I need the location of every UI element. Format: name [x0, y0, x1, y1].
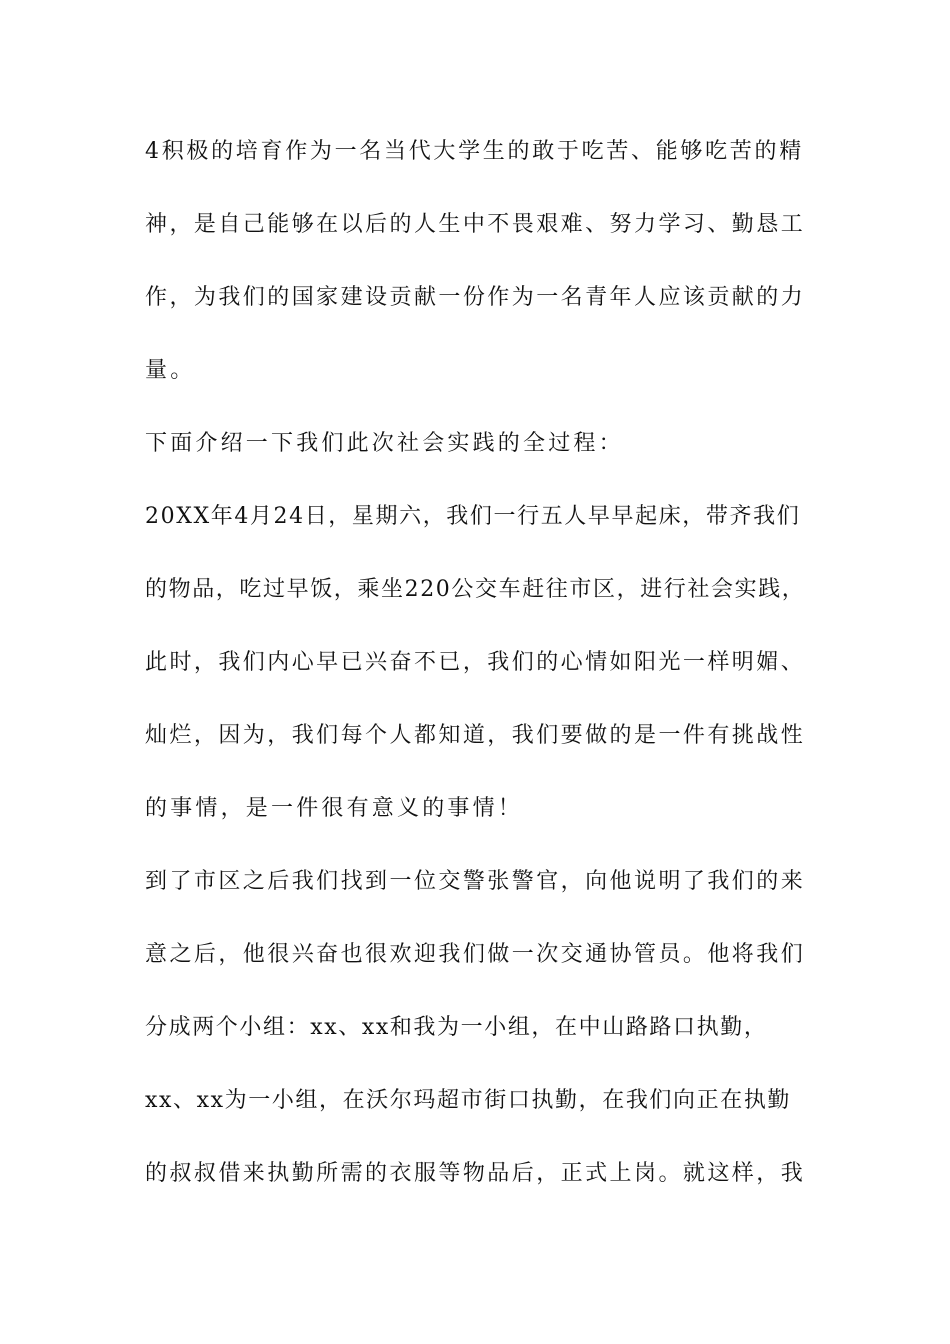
- text-line-7: 的物品，吃过早饭，乘坐220公交车赶往市区，进行社会实践，: [145, 577, 806, 602]
- text-line-8: 此时，我们内心早已兴奋不已，我们的心情如阳光一样明媚、: [145, 650, 806, 675]
- text-line-11: 到了市区之后我们找到一位交警张警官，向他说明了我们的来: [145, 869, 806, 894]
- text-line-2: 神，是自己能够在以后的人生中不畏艰难、努力学习、勤恳工: [145, 212, 806, 237]
- text-line-1: 4积极的培育作为一名当代大学生的敢于吃苦、能够吃苦的精: [145, 139, 804, 164]
- text-line-15: 的叔叔借来执勤所需的衣服等物品后，正式上岗。就这样，我: [145, 1161, 806, 1186]
- text-line-5: 下面介绍一下我们此次社会实践的全过程：: [145, 431, 624, 456]
- text-line-14: xx、xx为一小组，在沃尔玛超市街口执勤，在我们向正在执勤: [145, 1088, 792, 1113]
- text-line-9: 灿烂，因为，我们每个人都知道，我们要做的是一件有挑战性: [145, 723, 806, 748]
- text-line-6: 20XX年4月24日，星期六，我们一行五人早早起床，带齐我们: [145, 504, 801, 529]
- text-line-3: 作，为我们的国家建设贡献一份作为一名青年人应该贡献的力: [145, 285, 806, 310]
- text-line-4: 量。: [145, 358, 196, 383]
- body-text: [145, 128, 810, 1223]
- text-line-10: 的事情，是一件很有意义的事情！: [145, 796, 524, 821]
- text-line-13: 分成两个小组：xx、xx和我为一小组，在中山路路口执勤，: [145, 1015, 768, 1040]
- text-line-12: 意之后，他很兴奋也很欢迎我们做一次交通协管员。他将我们: [145, 942, 806, 967]
